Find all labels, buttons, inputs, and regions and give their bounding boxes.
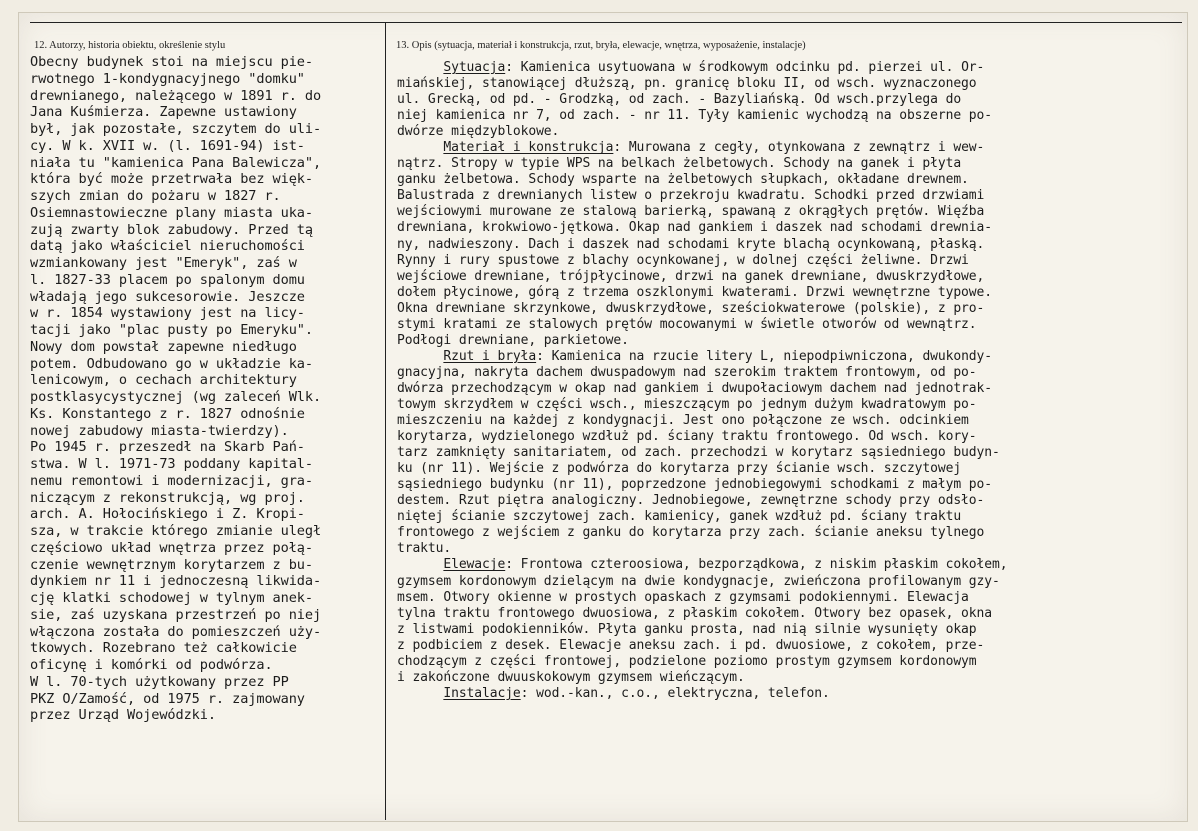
description-text-run: destem. Rzut piętra analogiczny. Jednobiegowe, zewnętrzne schody przy odsło- (397, 493, 985, 509)
description-text-run: stymi kratami ze stalowych prętów mocowanymi w świetle otworów od wewnątrz. (397, 316, 977, 332)
history-line: sza, w trakcie którego zmianie uległ (30, 523, 322, 539)
history-line: niała tu "kamienica Pana Balewicza", (30, 154, 322, 171)
description-line (397, 285, 1187, 301)
description-text-run: dwórze międzyblokowe. (397, 124, 560, 140)
history-line: nemu remontowi i modernizacji, gra- (30, 472, 313, 489)
description-line (397, 654, 1187, 670)
description-text-run: : wod.-kan., c.o., elektryczna, telefon. (520, 685, 830, 701)
section-heading: Instalacje (443, 685, 521, 701)
description-text-run: niętej ścianie szczytowej zach. kamienicy, ganek wzdłuż pd. ściany traktu (397, 509, 962, 525)
description-line (397, 413, 1187, 429)
left-column-header: 12. Autorzy, historia obiektu, określenie stylu (34, 40, 226, 51)
history-line: drewnianego, należącego w 1891 r. do (30, 87, 322, 104)
description-text-run: nątrz. Stropy w typie WPS na belkach żelbetowych. Schody na ganek i płyta (397, 156, 962, 172)
history-line: rwotnego 1-kondygnacyjnego "domku" (30, 70, 305, 87)
description-text-run: gnacyjna, nakryta dachem dwuspadowym nad szerokim traktem frontowym, od po- (397, 364, 977, 380)
description-line (397, 365, 1187, 381)
history-line: Ks. Konstantego z r. 1827 odnośnie (30, 405, 305, 422)
history-line: niczącym z rekonstrukcją, wg proj. (30, 489, 305, 506)
history-line: zują zwarty blok zabudowy. Przed tą (30, 221, 313, 238)
description-text-run: : Frontowa czteroosiowa, bezporządkowa, z niskim płaskim cokołem, (505, 557, 1008, 573)
history-line: stwa. W l. 1971-73 poddany kapital- (30, 456, 313, 472)
description-line (397, 317, 1187, 333)
description-text-run: z podbiciem z desek. Elewacje aneksu zach. i pd. dwuosiowe, z cokołem, prze- (397, 637, 985, 653)
description-line (397, 590, 1187, 606)
description-text-run: wejściowe drewniane, trójpłycinowe, drzwi na ganek drewniane, dwuskrzydłowe, (397, 268, 985, 284)
history-line: Jana Kuśmierza. Zapewne ustawiony (30, 104, 297, 121)
description-text (397, 60, 1187, 702)
description-text-run: msem. Otwory okienne w prostych opaskach z gzymsami podokiennymi. Elewacja (397, 589, 969, 605)
description-text-run: chodzącym z części frontowej, podzielone poziomo prostym gzymsem kordonowym (397, 653, 977, 669)
description-text-run: z listwami podokienników. Płyta ganku prosta, nad nią silnie wysunięty okap (397, 621, 977, 637)
description-text-run: mieszczeniu na każdej z kondygnacji. Jest ono połączone ze wsch. odcinkiem (397, 413, 969, 429)
section-heading: Sytuacja (443, 60, 506, 75)
history-line: władają jego sukcesorowie. Jeszcze (30, 288, 305, 305)
section-heading-line (397, 349, 1187, 365)
description-line (397, 172, 1187, 188)
description-text-run: ganku żelbetowa. Schody wsparte na żelbetowych słupkach, okładane drewnem. (397, 172, 969, 188)
description-text-run: ny, nadwieszony. Dach i daszek nad schodami kryte blachą ocynkowaną, płaską. (397, 236, 985, 252)
description-text-run: Podłogi drewniane, parkietowe. (397, 332, 629, 348)
history-line: Osiemnastowieczne plany miasta uka- (30, 204, 313, 221)
history-line: datą jako właściciel nieruchomości (30, 238, 305, 255)
description-text-run: : Kamienica usytuowana w środkowym odcinku pd. pierzei ul. Or- (505, 60, 985, 75)
description-text-run: ul. Grecką, od pd. - Grodzką, od zach. - Bazyliańską. Od wsch.przylega do (397, 92, 962, 108)
right-column-header: 13. Opis (sytuacja, materiał i konstrukcja, rzut, bryła, elewacje, wnętrza, wyposażenie, instalacje) (396, 40, 806, 51)
description-text-run: dwórza przechodzącym w okap nad gankiem i dwupołaciowym dachem nad jednotrak- (397, 380, 992, 396)
description-line (397, 493, 1187, 509)
history-line: Obecny budynek stoi na miejscu pie- (30, 54, 313, 70)
description-line (397, 461, 1187, 477)
section-heading-line (397, 140, 1187, 156)
description-line (397, 156, 1187, 172)
history-line: sie, zaś uzyskana przestrzeń po niej (30, 606, 322, 623)
description-text-run: miańskiej, stanowiącej dłuższą, pn. granicę bloku II, od wsch. wyznaczonego (397, 76, 977, 92)
history-line: oficynę i komórki od podwórza. (30, 657, 273, 673)
history-line: lenicowym, o cechach architektury (30, 372, 297, 389)
history-line: przez Urząd Wojewódzki. (30, 707, 216, 724)
description-line (397, 76, 1187, 92)
history-line: l. 1827-33 placem po spalonym domu (30, 271, 305, 288)
description-text-run: niej kamienica nr 7, od zach. - nr 11. Tyły kamienic wychodzą na obszerne po- (397, 108, 992, 124)
description-line (397, 301, 1187, 317)
description-text-run: : Murowana z cegły, otynkowana z zewnątrz i wew- (613, 140, 985, 156)
history-line: był, jak pozostałe, szczytem do uli- (30, 121, 322, 137)
history-line: dynkiem nr 11 i jednoczesną likwida- (30, 573, 322, 590)
history-line: wzmiankowany jest "Emeryk", zaś w (30, 255, 297, 271)
description-text-run: gzymsem kordonowym dzielącym na dwie kondygnacje, zwieńczona profilowanym gzy- (397, 573, 1000, 589)
section-heading-line (397, 557, 1187, 573)
history-line: potem. Odbudowano go w układzie ka- (30, 355, 313, 372)
description-text-run: sąsiedniego budynku (nr 11), poprzedzone jednobiegowymi schodkami z małym po- (397, 477, 992, 493)
section-heading-line (397, 686, 1187, 702)
history-line: czenie wewnętrznym korytarzem z bu- (30, 556, 313, 573)
description-line (397, 220, 1187, 236)
history-line: arch. A. Hołocińskiego i Z. Kropi- (30, 506, 305, 523)
description-line (397, 204, 1187, 220)
description-text-run: tarz zamknięty sanitariatem, od zach. przechodzi w korytarz sąsiedniego budyn- (397, 445, 1000, 461)
section-heading: Materiał i konstrukcja (443, 140, 614, 156)
description-line (397, 381, 1187, 397)
description-line (397, 525, 1187, 541)
description-line (397, 124, 1187, 140)
history-line: PKZ O/Zamość, od 1975 r. zajmowany (30, 690, 305, 707)
description-text-run: korytarza, wydzielonego wzdłuż pd. ściany traktu frontowego. Od wsch. kory- (397, 429, 977, 445)
history-text (30, 54, 380, 724)
description-line (397, 477, 1187, 493)
history-line: w r. 1854 wystawiony jest na licy- (30, 305, 305, 322)
history-line: cy. W k. XVII w. (l. 1691-94) ist- (30, 137, 305, 154)
history-line: W l. 70-tych użytkowany przez PP (30, 673, 289, 690)
description-line (397, 397, 1187, 413)
description-line (397, 445, 1187, 461)
description-text-run: Balustrada z drewnianych listew o przekroju kwadratu. Schodki przed drzwiami (397, 188, 985, 204)
history-line: szych zmian do pożaru w 1827 r. (30, 188, 281, 204)
description-line (397, 638, 1187, 654)
history-line: Po 1945 r. przeszedł na Skarb Pań- (30, 439, 305, 456)
history-line: tkowych. Rozebrano też całkowicie (30, 640, 297, 657)
description-text-run: dołem płycinowe, górą z trzema oszklonymi kwaterami. Drzwi wewnętrzne typowe. (397, 284, 992, 300)
description-text-run: wejściowymi murowane ze stalową barierką, spawaną z okrągłych prętów. Więźba (397, 204, 985, 220)
history-line: tacji jako "plac pusty po Emeryku". (30, 322, 313, 338)
description-text-run: traktu. (397, 541, 452, 557)
description-text-run: Okna drewniane skrzynkowe, dwuskrzydłowe, sześciokwaterowe (polskie), z pro- (397, 300, 985, 316)
history-line: cję klatki schodowej w tylnym anek- (30, 590, 313, 606)
description-line (397, 108, 1187, 124)
description-text-run: i zakończone dwuuskokowym gzymsem wieńczącym. (397, 669, 745, 685)
description-line (397, 509, 1187, 525)
section-heading-line (397, 60, 1187, 76)
column-divider (385, 22, 386, 820)
description-text-run: towym skrzydłem w części wsch., mieszczącym po jednym dużym kwadratowym po- (397, 396, 977, 412)
description-line (397, 253, 1187, 269)
description-line (397, 269, 1187, 285)
description-line (397, 670, 1187, 686)
history-line: częściowo układ wnętrza przez połą- (30, 539, 313, 556)
history-line: która być może przetrwała bez więk- (30, 171, 313, 188)
description-line (397, 429, 1187, 445)
section-heading: Rzut i bryła (443, 348, 537, 364)
description-line (397, 606, 1187, 622)
description-line (397, 237, 1187, 253)
history-line: postklasycystycznej (wg zaleceń Wlk. (30, 389, 322, 405)
description-line (397, 622, 1187, 638)
history-line: włączona została do pomieszczeń uży- (30, 623, 322, 640)
history-line: nowej zabudowy miasta-twierdzy). (30, 422, 289, 439)
description-line (397, 541, 1187, 557)
section-heading: Elewacje (443, 557, 506, 573)
description-line (397, 188, 1187, 204)
description-line (397, 92, 1187, 108)
description-text-run: Rynny i rury spustowe z blachy ocynkowanej, w dolnej części żeliwne. Drzwi (397, 252, 969, 268)
header-rule (30, 22, 1182, 23)
description-text-run: ku (nr 11). Wejście z podwórza do korytarza przy ścianie wsch. szczytowej (397, 461, 962, 477)
description-text-run: tylna traktu frontowego dwuosiowa, z płaskim cokołem. Otwory bez opasek, okna (397, 605, 992, 621)
description-line (397, 574, 1187, 590)
history-line: Nowy dom powstał zapewne niedługo (30, 338, 297, 355)
description-text-run: : Kamienica na rzucie litery L, niepodpiwniczona, dwukondy- (536, 348, 992, 364)
description-line (397, 333, 1187, 349)
description-text-run: drewniana, krokwiowo-jętkowa. Okap nad gankiem i daszek nad schodami drewnia- (397, 220, 992, 236)
description-text-run: frontowego z wejściem z ganku do korytarza przy zach. ścianie aneksu tylnego (397, 525, 985, 541)
